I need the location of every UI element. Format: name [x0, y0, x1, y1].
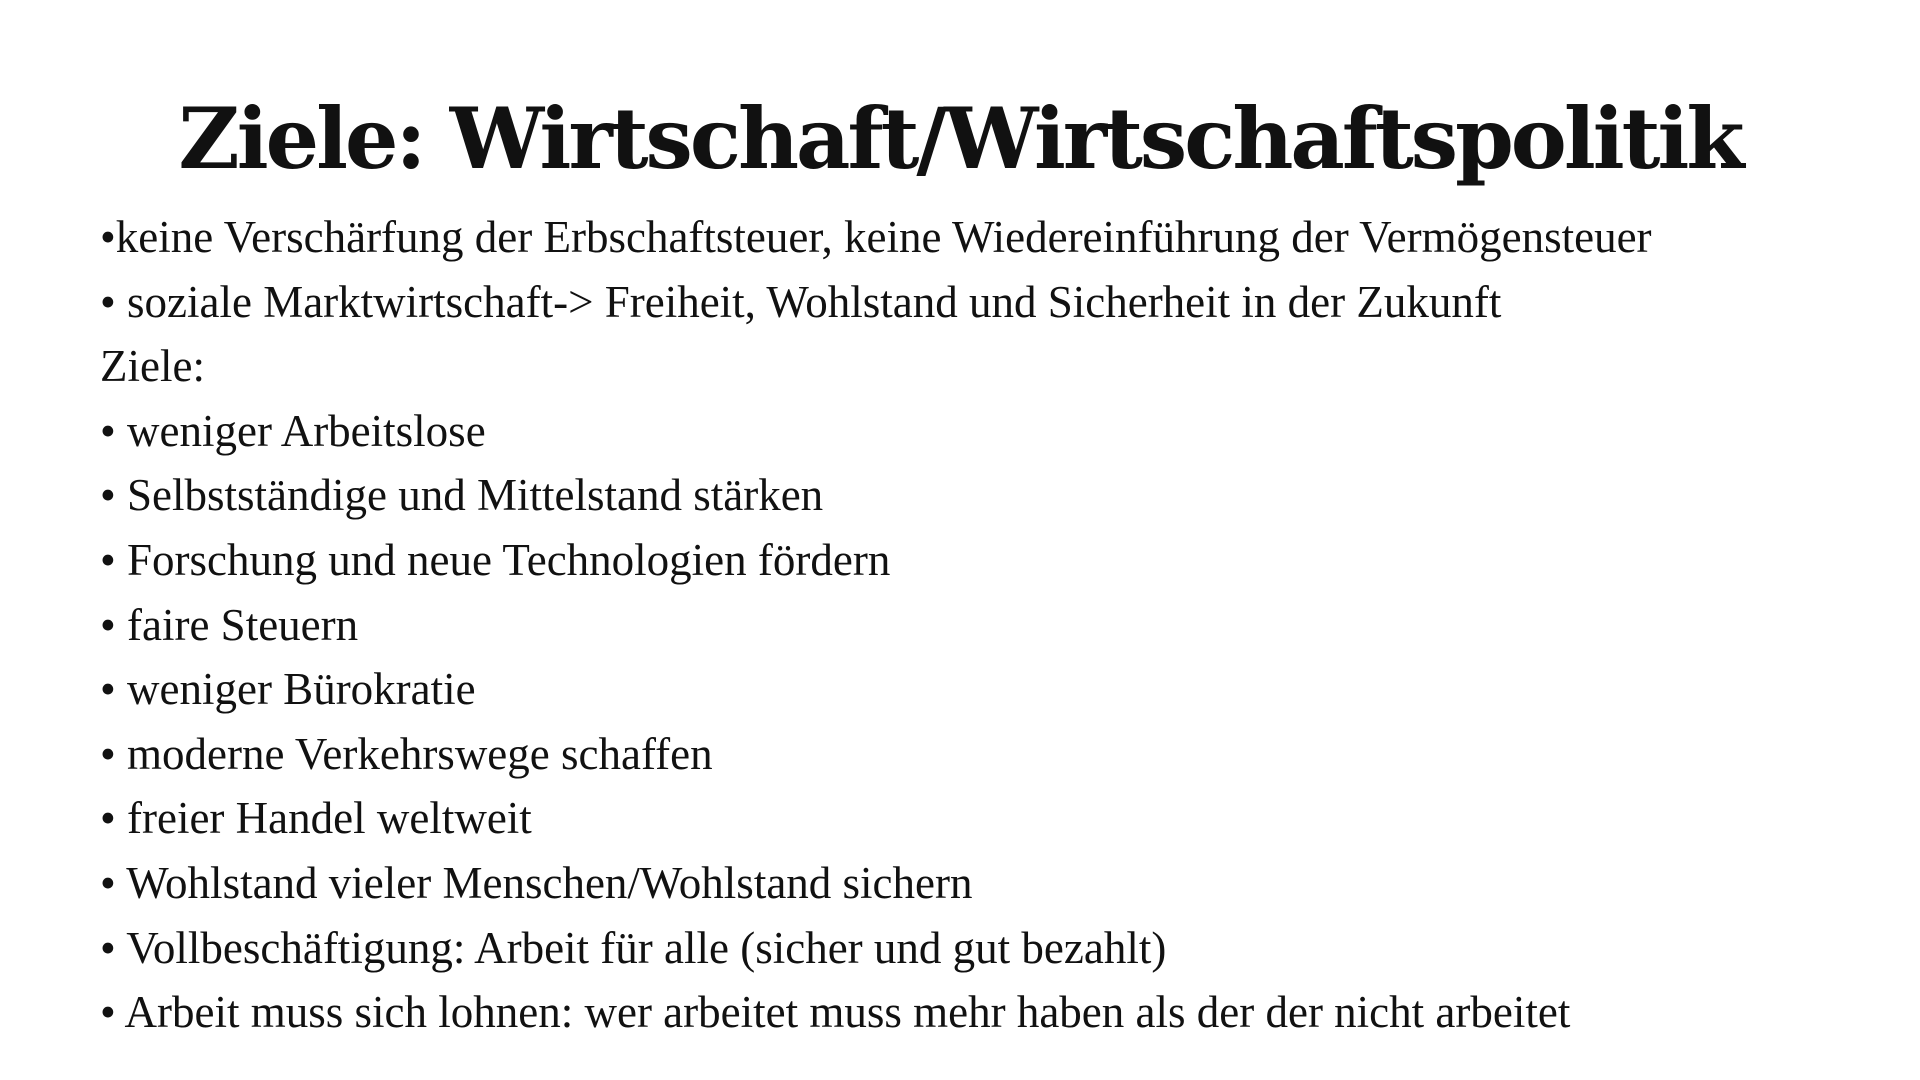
list-item: • moderne Verkehrswege schaffen [100, 728, 713, 779]
list-item: • Arbeit muss sich lohnen: wer arbeitet muss mehr haben als der der nicht arbeitet [100, 987, 1571, 1038]
text-line-soziale-marktwirtschaft: • soziale Marktwirtschaft-> Freiheit, Wohlstand und Sicherheit in der Zukunft [100, 276, 1502, 327]
list-item: • weniger Bürokratie [100, 664, 476, 715]
list-item: • Forschung und neue Technologien fördern [100, 534, 891, 585]
list-item: • Vollbeschäftigung: Arbeit für alle (sicher und gut bezahlt) [100, 922, 1167, 973]
list-item: • Wohlstand vieler Menschen/Wohlstand sichern [100, 857, 973, 908]
text-line-erbschaftsteuer: •keine Verschärfung der Erbschaftsteuer, keine Wiedereinführung der Vermögensteuer [100, 212, 1652, 262]
list-item: • freier Handel weltweit [100, 793, 532, 844]
list-item: • faire Steuern [100, 599, 359, 650]
list-item: • weniger Arbeitslose [100, 405, 486, 456]
section-heading-ziele: Ziele: [100, 341, 205, 392]
list-item: • Selbstständige und Mittelstand stärken [100, 470, 824, 521]
slide-content [100, 205, 1880, 1045]
slide-title: Ziele: Wirtschaft/Wirtschaftspolitik [178, 89, 1742, 188]
